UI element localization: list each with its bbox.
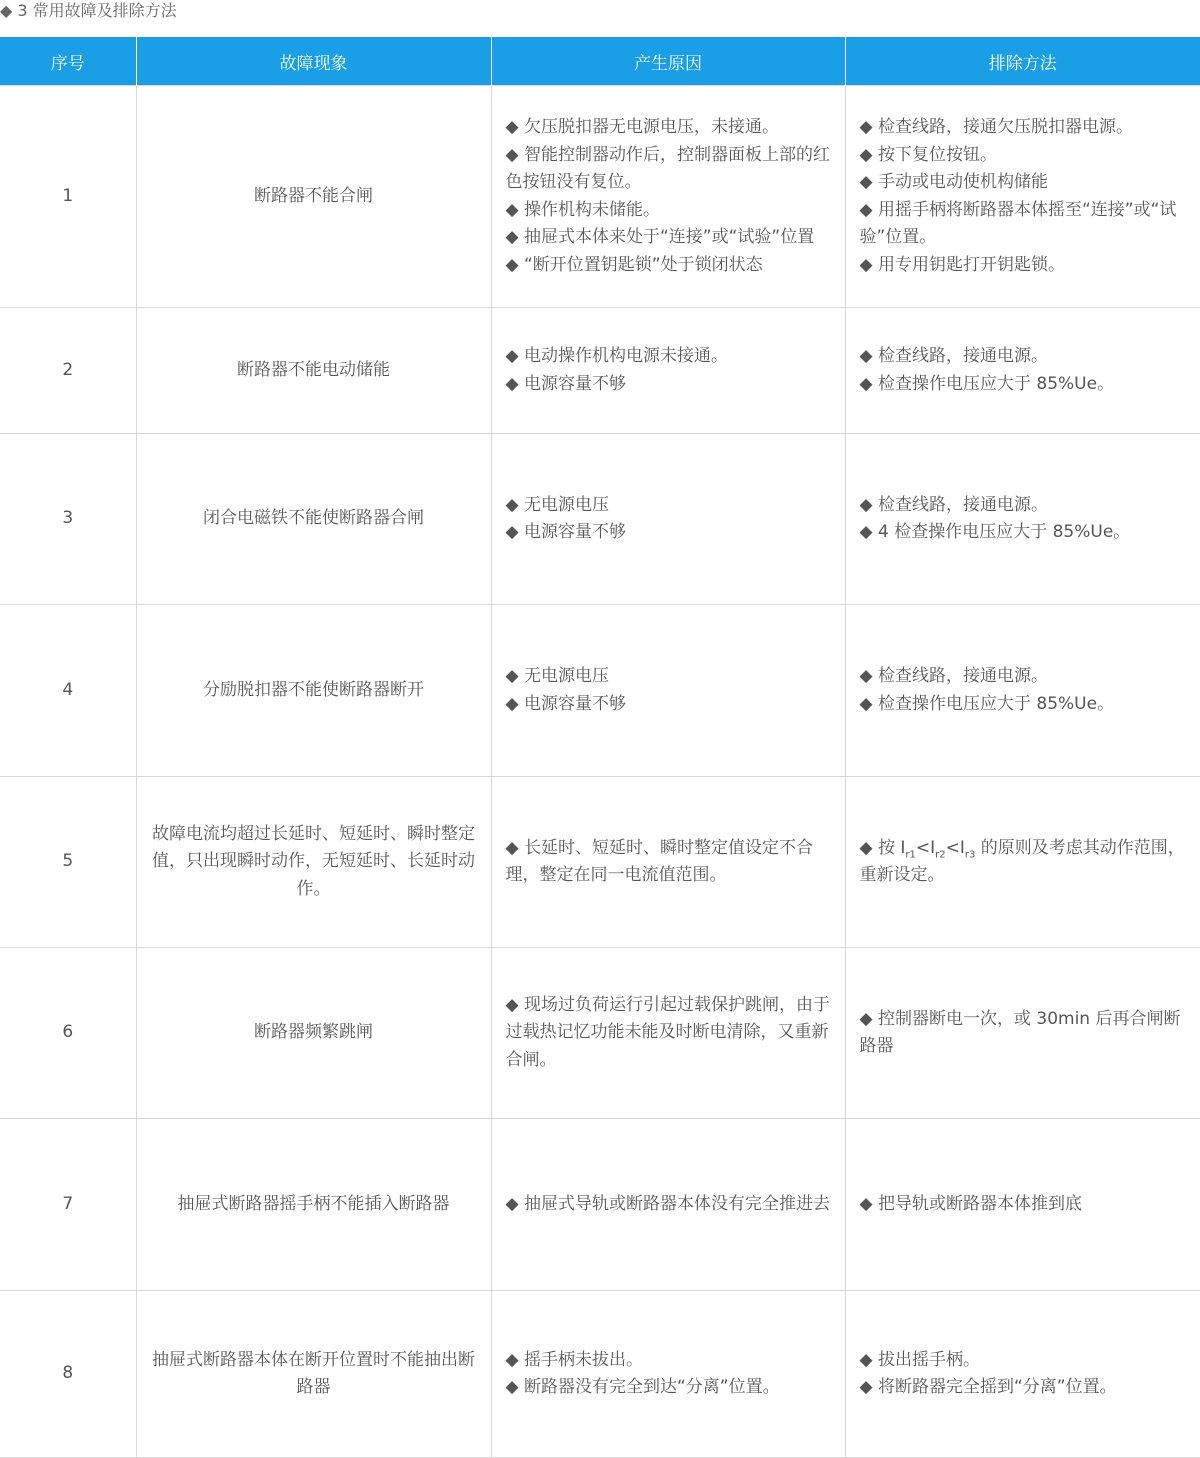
cause-line: ◆ 电源容量不够 xyxy=(505,522,626,542)
fault-fix xyxy=(845,948,1200,1119)
cause-line: ◆ 电源容量不够 xyxy=(505,373,626,394)
cause-line: ◆ 无电源电压 xyxy=(505,666,609,686)
cause-line: ◆ 欠压脱扣器无电源电压，未接通。 xyxy=(505,117,779,137)
fault-symptom xyxy=(136,434,491,605)
fault-fix xyxy=(845,605,1200,777)
fix-line: ◆ 拔出摇手柄。 xyxy=(859,1349,980,1370)
symptom-line: 抽屉式断路器摇手柄不能插入断路器 xyxy=(177,1193,450,1214)
symptom-line: 闭合电磁铁不能使断路器合闸 xyxy=(203,508,424,529)
table-row xyxy=(0,948,1200,1119)
fault-cause xyxy=(491,1291,845,1458)
row-number: 2 xyxy=(0,308,136,434)
fault-cause xyxy=(491,434,845,605)
section-title: ◆ 3 常用故障及排除方法 xyxy=(0,1,177,20)
symptom-line: 断路器不能合闸 xyxy=(254,185,373,206)
row-number: 1 xyxy=(0,86,136,308)
cause-line: ◆ 抽屉式本体来处于“连接”或“试验”位置 xyxy=(505,227,815,247)
fault-symptom xyxy=(136,308,491,434)
header-symptom: 故障现象 xyxy=(136,37,491,86)
fix-line: ◆ 检查线路，接通欠压脱扣器电源。 xyxy=(859,117,1133,137)
symptom-line: 故障电流均超过长延时、短延时、瞬时整定值，只出现瞬时动作，无短延时、长延时动作。 xyxy=(152,823,475,899)
fault-fix xyxy=(845,777,1200,948)
fault-symptom xyxy=(136,948,491,1119)
header-fix: 排除方法 xyxy=(845,37,1200,86)
table-row xyxy=(0,434,1200,605)
cause-line: ◆ 摇手柄未拔出。 xyxy=(505,1349,643,1370)
header-no: 序号 xyxy=(0,37,136,86)
fix-text: <I xyxy=(945,837,965,858)
symptom-line: 分励脱扣器不能使断路器断开 xyxy=(203,679,424,700)
fault-cause xyxy=(491,308,845,434)
fix-line: ◆ 按下复位按钮。 xyxy=(859,144,997,165)
fix-line: ◆ 手动或电动使机构储能 xyxy=(859,172,1048,192)
fix-line: ◆ 控制器断电一次，或 30min 后再合闸断路器 xyxy=(859,1008,1181,1056)
fix-line: ◆ 4 检查操作电压应大于 85%Ue。 xyxy=(859,522,1131,542)
fix-line: ◆ 用专用钥匙打开钥匙锁。 xyxy=(859,254,1065,275)
fault-symptom xyxy=(136,86,491,308)
row-number: 6 xyxy=(0,948,136,1119)
fault-fix xyxy=(845,86,1200,308)
row-number: 7 xyxy=(0,1119,136,1291)
fix-line: ◆ 检查操作电压应大于 85%Ue。 xyxy=(859,373,1115,394)
table-row xyxy=(0,777,1200,948)
fix-line: ◆ 用摇手柄将断路器本体摇至“连接”或“试验”位置。 xyxy=(859,199,1177,247)
fault-cause xyxy=(491,86,845,308)
header-cause: 产生原因 xyxy=(491,37,845,86)
table-row xyxy=(0,605,1200,777)
row-number: 3 xyxy=(0,434,136,605)
sub-r2: r2 xyxy=(935,848,946,860)
row-number: 4 xyxy=(0,605,136,777)
table-row xyxy=(0,308,1200,434)
fix-line: ◆ 检查线路，接通电源。 xyxy=(859,666,1048,686)
table-header-row xyxy=(0,37,1200,86)
table-row xyxy=(0,1291,1200,1458)
fix-line xyxy=(860,835,1187,890)
fix-text: <I xyxy=(915,837,936,858)
fault-symptom xyxy=(136,1119,491,1291)
fault-cause xyxy=(491,1119,845,1291)
symptom-line: 断路器频繁跳闸 xyxy=(254,1022,373,1043)
sub-r3: r3 xyxy=(964,848,976,860)
cause-line: ◆ 智能控制器动作后，控制器面板上部的红色按钮没有复位。 xyxy=(505,144,830,192)
cause-line: ◆ 电动操作机构电源未接通。 xyxy=(505,346,728,366)
row-number: 8 xyxy=(0,1291,136,1458)
fault-fix xyxy=(845,434,1200,605)
cause-line: ◆ 无电源电压 xyxy=(505,494,609,515)
fault-symptom xyxy=(136,605,491,777)
cause-line: ◆ 现场过负荷运行引起过载保护跳闸，由于过载热记忆功能未能及时断电清除，又重新合闸。 xyxy=(505,994,830,1070)
fault-fix xyxy=(845,1119,1200,1291)
fault-symptom xyxy=(136,777,491,948)
cause-line: ◆ 电源容量不够 xyxy=(505,693,626,714)
sub-r1: r1 xyxy=(905,848,916,860)
fault-cause xyxy=(491,605,845,777)
cause-line: ◆ 长延时、短延时、瞬时整定值设定不合理，整定在同一电流值范围。 xyxy=(505,837,813,885)
fix-text: 的原则及考虑其动作范围，重新设定。 xyxy=(859,837,1185,885)
fix-line: ◆ 把导轨或断路器本体推到底 xyxy=(859,1193,1082,1214)
fault-cause xyxy=(491,948,845,1119)
fix-text: ◆ 按 I xyxy=(859,837,906,858)
cause-line: ◆ 断路器没有完全到达“分离”位置。 xyxy=(505,1377,780,1397)
symptom-line: 断路器不能电动储能 xyxy=(237,359,390,380)
cause-line: ◆ “断开位置钥匙锁”处于锁闭状态 xyxy=(505,254,763,275)
fix-line: ◆ 检查线路，接通电源。 xyxy=(859,494,1048,515)
table-row xyxy=(0,1119,1200,1291)
row-number: 5 xyxy=(0,777,136,948)
fault-symptom xyxy=(136,1291,491,1458)
fault-cause xyxy=(491,777,845,948)
cause-line: ◆ 操作机构未储能。 xyxy=(505,199,660,220)
cause-line: ◆ 抽屉式导轨或断路器本体没有完全推进去 xyxy=(505,1193,830,1214)
fix-line: ◆ 将断路器完全摇到“分离”位置。 xyxy=(859,1377,1117,1397)
fault-fix xyxy=(845,1291,1200,1458)
symptom-line: 抽屉式断路器本体在断开位置时不能抽出断路器 xyxy=(152,1349,475,1397)
fix-line: ◆ 检查操作电压应大于 85%Ue。 xyxy=(859,693,1115,714)
table-row xyxy=(0,86,1200,308)
fault-fix xyxy=(845,308,1200,434)
fault-table xyxy=(0,37,1200,1458)
fix-line: ◆ 检查线路，接通电源。 xyxy=(859,346,1048,366)
